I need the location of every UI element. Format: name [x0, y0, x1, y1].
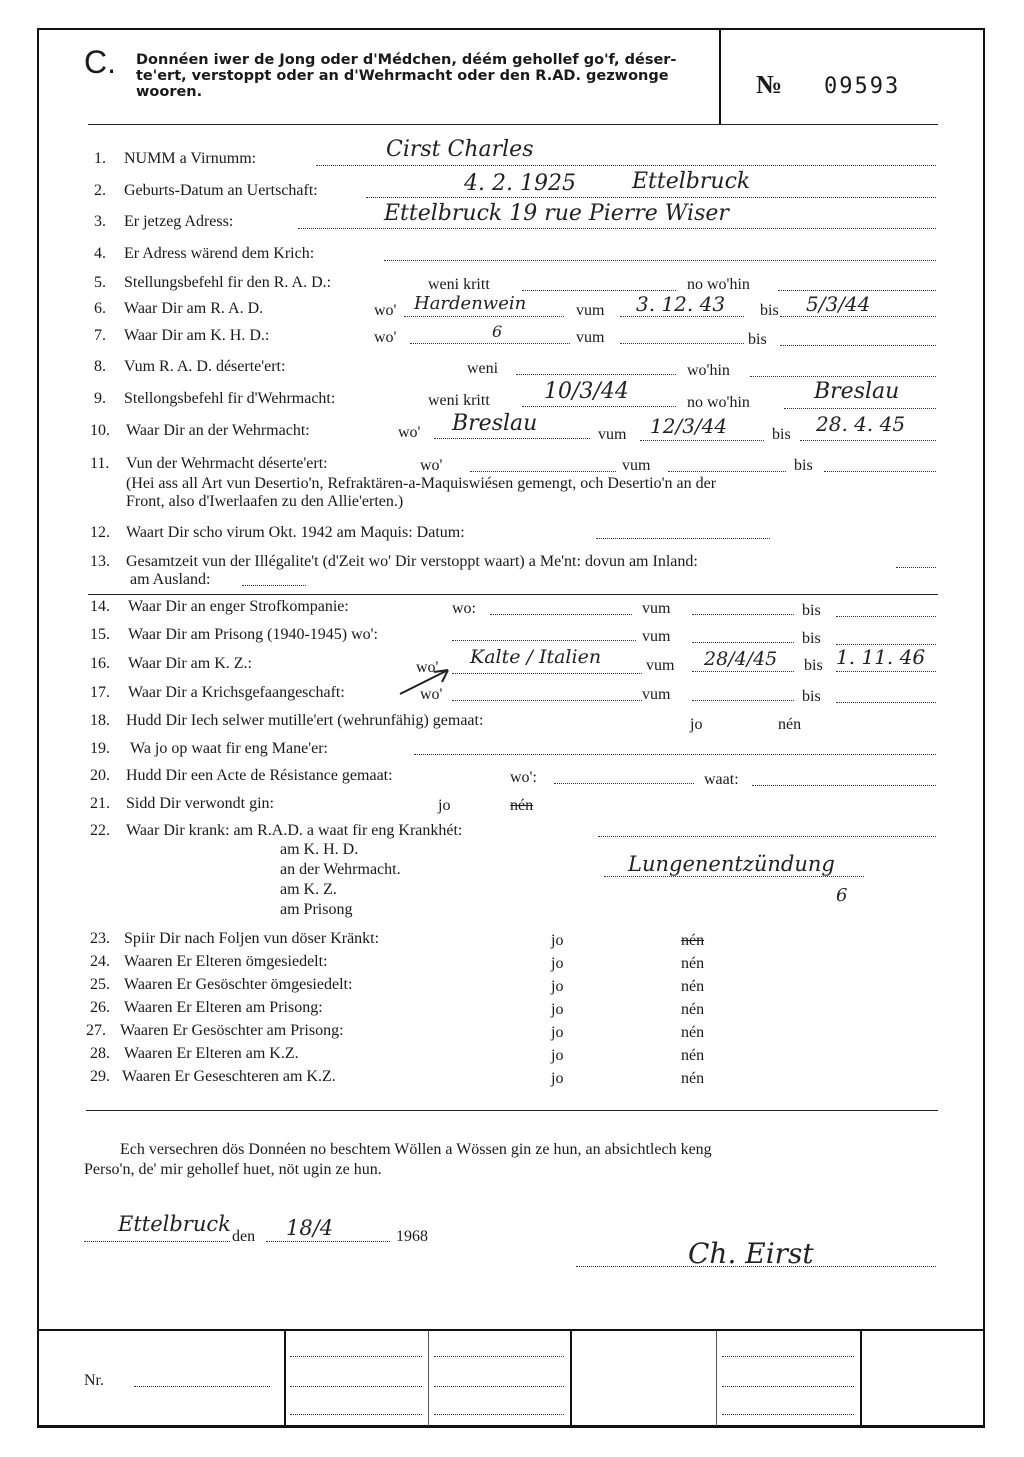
nen-option: nén	[681, 1070, 705, 1087]
wo-label: wo'	[374, 302, 397, 319]
field-label-wehrmacht-desert: Vun der Wehrmacht déserte'ert:	[126, 455, 328, 472]
row-number: 29.	[90, 1068, 110, 1085]
field-label-prison: Waar Dir am Prisong (1940-1945) wo':	[128, 626, 378, 643]
wohin-label: no wo'hin	[687, 394, 750, 411]
bis-label: bis	[804, 657, 823, 674]
yesno-label: Spiir Dir nach Foljen vun döser Kränkt:	[124, 930, 380, 947]
dotted-line	[836, 616, 936, 617]
form-title	[136, 52, 706, 100]
dotted-line	[692, 700, 794, 701]
dotted-line	[522, 290, 676, 291]
row-number: 16.	[90, 655, 110, 672]
dotted-line	[434, 1386, 564, 1387]
dotted-line	[452, 640, 636, 641]
bis-label: bis	[772, 426, 791, 443]
field-label-wounded: Sidd Dir verwondt gin:	[126, 795, 274, 812]
address-value: Ettelbruck 19 rue Pierre Wiser	[384, 201, 729, 226]
dotted-line	[604, 876, 864, 877]
dotted-line	[752, 785, 936, 786]
field-label-kz: Waar Dir am K. Z.:	[128, 655, 252, 672]
title-line-1: Donnéen iwer de Jong oder d'Médchen, déém gehollef go'f, déser-	[136, 52, 677, 68]
dotted-line	[434, 1414, 564, 1415]
wo-label: wo'	[420, 686, 443, 703]
bis-label: bis	[802, 630, 821, 647]
dotted-line	[692, 671, 794, 672]
kz-from-value: 28/4/45	[704, 648, 778, 670]
sick-khd: am K. H. D.	[280, 841, 359, 858]
nen-option: nén	[778, 716, 802, 733]
dotted-line	[84, 1241, 230, 1242]
yesno-label: Waaren Er Elteren ömgesiedelt:	[124, 953, 328, 970]
row-number: 7.	[94, 327, 106, 344]
wohin-label: wo'hin	[687, 362, 730, 379]
vum-label: vum	[642, 686, 671, 703]
row-number: 23.	[90, 930, 110, 947]
nen-option: nén	[681, 1024, 705, 1041]
dotted-line	[596, 538, 770, 539]
dotted-line	[722, 1414, 854, 1415]
wo-label: wo'	[374, 329, 397, 346]
field-label-rad-desert: Vum R. A. D. déserte'ert:	[124, 358, 286, 375]
field-label-khd: Waar Dir am K. H. D.:	[124, 327, 270, 344]
wo-label: wo:	[452, 600, 476, 617]
bis-label: bis	[760, 302, 779, 319]
dotted-line	[490, 614, 632, 615]
jo-option: jo	[690, 716, 703, 733]
rad-place-value: Hardenwein	[414, 293, 527, 314]
dotted-line	[452, 700, 642, 701]
declaration-line-1: Ech versechren dös Donnéen no beschtem Wöllen a Wössen gin ze hun, an absichtlech keng	[120, 1141, 712, 1158]
wo-label: wo':	[510, 769, 537, 786]
wehrmacht-from-value: 12/3/44	[650, 414, 728, 438]
row-number: 14.	[90, 598, 110, 615]
row-number: 4.	[94, 245, 106, 262]
jo-option: jo	[551, 1047, 564, 1064]
number-symbol: №	[756, 70, 783, 99]
dotted-line	[298, 228, 936, 229]
yesno-label: Waaren Er Elteren am K.Z.	[124, 1045, 299, 1062]
dotted-line	[434, 1356, 564, 1357]
waat-label: waat:	[704, 771, 739, 788]
wo-label: wo'	[416, 659, 439, 676]
header-divider	[719, 30, 721, 124]
signing-date: 18/4	[286, 1216, 334, 1240]
kz-place-value: Kalte / Italien	[470, 646, 602, 668]
signing-year: 1968	[396, 1228, 428, 1245]
desertion-note-2: Front, also d'Iwerlaafen zu den Allie'erten.)	[126, 493, 404, 510]
row-number: 9.	[94, 390, 106, 407]
dotted-line	[366, 197, 936, 198]
jo-option: jo	[438, 797, 451, 814]
dotted-line	[266, 1241, 390, 1242]
rad-to-value: 5/3/44	[806, 292, 871, 316]
bis-label: bis	[802, 602, 821, 619]
field-label-maquis: Waart Dir scho virum Okt. 1942 am Maquis: Datum:	[126, 524, 465, 541]
dotted-line	[692, 642, 794, 643]
vum-label: vum	[646, 657, 675, 674]
dotted-line	[410, 343, 570, 344]
dotted-line	[836, 702, 936, 703]
jo-option: jo	[551, 1001, 564, 1018]
field-label-abroad: am Ausland:	[130, 571, 211, 588]
section-rule	[86, 1110, 938, 1111]
dotted-line	[516, 374, 676, 375]
row-number: 19.	[90, 740, 110, 757]
dotted-line	[780, 345, 936, 346]
row-number: 6.	[94, 300, 106, 317]
row-number: 22.	[90, 822, 110, 839]
illness-mark: 6	[836, 885, 848, 906]
wo-label: wo'	[420, 457, 443, 474]
dotted-line	[290, 1386, 422, 1387]
desertion-note-1: (Hei ass all Art vun Desertio'n, Refraktären-a-Maquiswiésen gemengt, och Desertio'n an der	[126, 475, 717, 492]
row-number: 20.	[90, 767, 110, 784]
field-label-manner: Wa jo op waat fir eng Mane'er:	[130, 740, 328, 757]
row-number: 13.	[90, 553, 110, 570]
yesno-label: Waaren Er Gesöschter ömgesiedelt:	[124, 976, 353, 993]
dotted-line	[242, 585, 306, 586]
dotted-line	[640, 440, 764, 441]
signing-place: Ettelbruck	[118, 1212, 231, 1236]
den-label: den	[232, 1228, 256, 1245]
nen-option: nén	[681, 955, 705, 972]
field-label-war-address: Er Adress wärend dem Krich:	[124, 245, 315, 262]
dotted-line	[824, 471, 936, 472]
row-number: 28.	[90, 1045, 110, 1062]
row-number: 27.	[86, 1022, 106, 1039]
row-number: 24.	[90, 953, 110, 970]
dotted-line	[316, 165, 936, 166]
name-value: Cirst Charles	[386, 137, 534, 162]
dotted-line	[290, 1414, 422, 1415]
vum-label: vum	[576, 302, 605, 319]
weni-label: weni kritt	[428, 392, 490, 409]
field-label-pow: Waar Dir a Krichsgefaangeschaft:	[128, 684, 345, 701]
dotted-line	[414, 754, 936, 755]
row-number: 8.	[94, 358, 106, 375]
jo-option: jo	[551, 932, 564, 949]
wehrmacht-place-value: Breslau	[452, 411, 538, 436]
signature: Ch. Eirst	[688, 1237, 814, 1270]
wohin-label: no wo'hin	[687, 276, 750, 293]
dotted-line	[800, 440, 936, 441]
nen-option: nén	[681, 1047, 705, 1064]
field-label-resistance: Hudd Dir een Acte de Résistance gemaat:	[126, 767, 393, 784]
title-line-3: wooren.	[136, 84, 203, 100]
vum-label: vum	[622, 457, 651, 474]
row-number: 2.	[94, 182, 106, 199]
row-number: 12.	[90, 524, 110, 541]
section-rule	[88, 594, 938, 595]
jo-option: jo	[551, 978, 564, 995]
grid-divider	[428, 1331, 429, 1426]
field-label-mutilation: Hudd Dir Iech selwer mutille'ert (wehrunfähig) gemaat:	[126, 712, 484, 729]
bis-label: bis	[802, 688, 821, 705]
birth-date-value: 4. 2. 1925	[464, 171, 576, 196]
declaration-line-2: Perso'n, de' mir gehollef huet, nöt ugin ze hun.	[84, 1161, 382, 1178]
row-number: 18.	[90, 712, 110, 729]
dotted-line	[620, 343, 744, 344]
dotted-line	[470, 471, 616, 472]
field-label-sick: Waar Dir krank: am R.A.D. a waat fir eng Krankhét:	[126, 822, 463, 839]
yesno-label: Waaren Er Gesöschter am Prisong:	[120, 1022, 344, 1039]
order-place-value: Breslau	[814, 379, 900, 404]
field-label-wehrmacht: Waar Dir an der Wehrmacht:	[126, 422, 310, 439]
field-label-rad: Waar Dir am R. A. D.	[124, 300, 264, 317]
declaration	[84, 1140, 940, 1180]
dotted-line	[598, 836, 936, 837]
sick-kz: am K. Z.	[280, 881, 337, 898]
grid-divider	[570, 1331, 572, 1426]
dotted-line	[384, 260, 936, 261]
yesno-label: Waaren Er Elteren am Prisong:	[124, 999, 323, 1016]
vum-label: vum	[642, 600, 671, 617]
field-label-birth: Geburts-Datum an Uertschaft:	[124, 182, 318, 199]
wehrmacht-to-value: 28. 4. 45	[816, 412, 906, 436]
dotted-line	[836, 671, 936, 672]
dotted-line	[692, 614, 794, 615]
field-label-illegality: Gesamtzeit vun der Illégalite't (d'Zeit wo' Dir verstoppt waart) a Me'nt: dovun am Inland:	[126, 553, 698, 570]
field-label-rad-order: Stellungsbefehl fir den R. A. D.:	[124, 274, 332, 291]
dotted-line	[896, 567, 936, 568]
nr-label: Nr.	[84, 1372, 104, 1389]
row-number: 3.	[94, 213, 106, 230]
order-date-value: 10/3/44	[544, 379, 629, 404]
dotted-line	[404, 316, 564, 317]
row-number: 26.	[90, 999, 110, 1016]
jo-option: jo	[551, 1024, 564, 1041]
dotted-line	[452, 673, 642, 674]
row-number: 15.	[90, 626, 110, 643]
dotted-line	[522, 406, 676, 407]
sick-prison: am Prisong	[280, 901, 353, 918]
weni-label: weni kritt	[428, 276, 490, 293]
row-number: 5.	[94, 274, 106, 291]
dotted-line	[722, 1386, 854, 1387]
yesno-label: Waaren Er Geseschteren am K.Z.	[122, 1068, 336, 1085]
sick-wehrmacht: an der Wehrmacht.	[280, 861, 401, 878]
dotted-line	[780, 316, 936, 317]
row-number: 25.	[90, 976, 110, 993]
grid-divider	[284, 1331, 286, 1426]
kz-to-value: 1. 11. 46	[836, 645, 926, 669]
jo-option: jo	[551, 955, 564, 972]
dotted-line	[668, 471, 786, 472]
vum-label: vum	[576, 329, 605, 346]
row-number: 11.	[90, 455, 110, 472]
section-letter: C.	[84, 44, 116, 80]
dotted-line	[134, 1386, 270, 1387]
wo-label: wo'	[398, 424, 421, 441]
birth-place-value: Ettelbruck	[632, 169, 751, 194]
dotted-line	[778, 290, 936, 291]
rad-from-value: 3. 12. 43	[636, 292, 726, 316]
field-label-penal: Waar Dir an enger Strofkompanie:	[128, 598, 349, 615]
dotted-line	[750, 376, 936, 377]
weni-label: weni	[467, 360, 499, 377]
row-number: 17.	[90, 684, 110, 701]
dotted-line	[434, 438, 590, 439]
jo-option: jo	[551, 1070, 564, 1087]
illness-value: Lungenentzündung	[628, 852, 835, 876]
khd-mark: 6	[492, 322, 503, 341]
dotted-line	[554, 783, 694, 784]
form-number: 09593	[824, 74, 901, 99]
vum-label: vum	[642, 628, 671, 645]
dotted-line	[784, 408, 936, 409]
dotted-line	[620, 316, 744, 317]
bis-label: bis	[794, 457, 813, 474]
vum-label: vum	[598, 426, 627, 443]
dotted-line	[290, 1356, 422, 1357]
bis-label: bis	[748, 331, 767, 348]
row-number: 1.	[94, 150, 106, 167]
nen-option: nén	[681, 1001, 705, 1018]
field-label-name: NUMM a Virnumm:	[124, 150, 257, 167]
grid-divider	[716, 1331, 717, 1426]
header-rule	[88, 124, 938, 125]
field-label-address: Er jetzeg Adress:	[124, 213, 234, 230]
nen-option: nén	[681, 978, 705, 995]
nen-option-struck: nén	[510, 797, 534, 814]
dotted-line	[722, 1356, 854, 1357]
field-label-wehrmacht-order: Stellongsbefehl fir d'Wehrmacht:	[124, 390, 336, 407]
office-grid	[39, 1329, 983, 1331]
nen-option-struck: nén	[681, 932, 705, 949]
row-number: 21.	[90, 795, 110, 812]
grid-divider	[860, 1331, 862, 1426]
row-number: 10.	[90, 422, 110, 439]
title-line-2: te'ert, verstoppt oder an d'Wehrmacht oder den R.AD. gezwonge	[136, 68, 669, 84]
